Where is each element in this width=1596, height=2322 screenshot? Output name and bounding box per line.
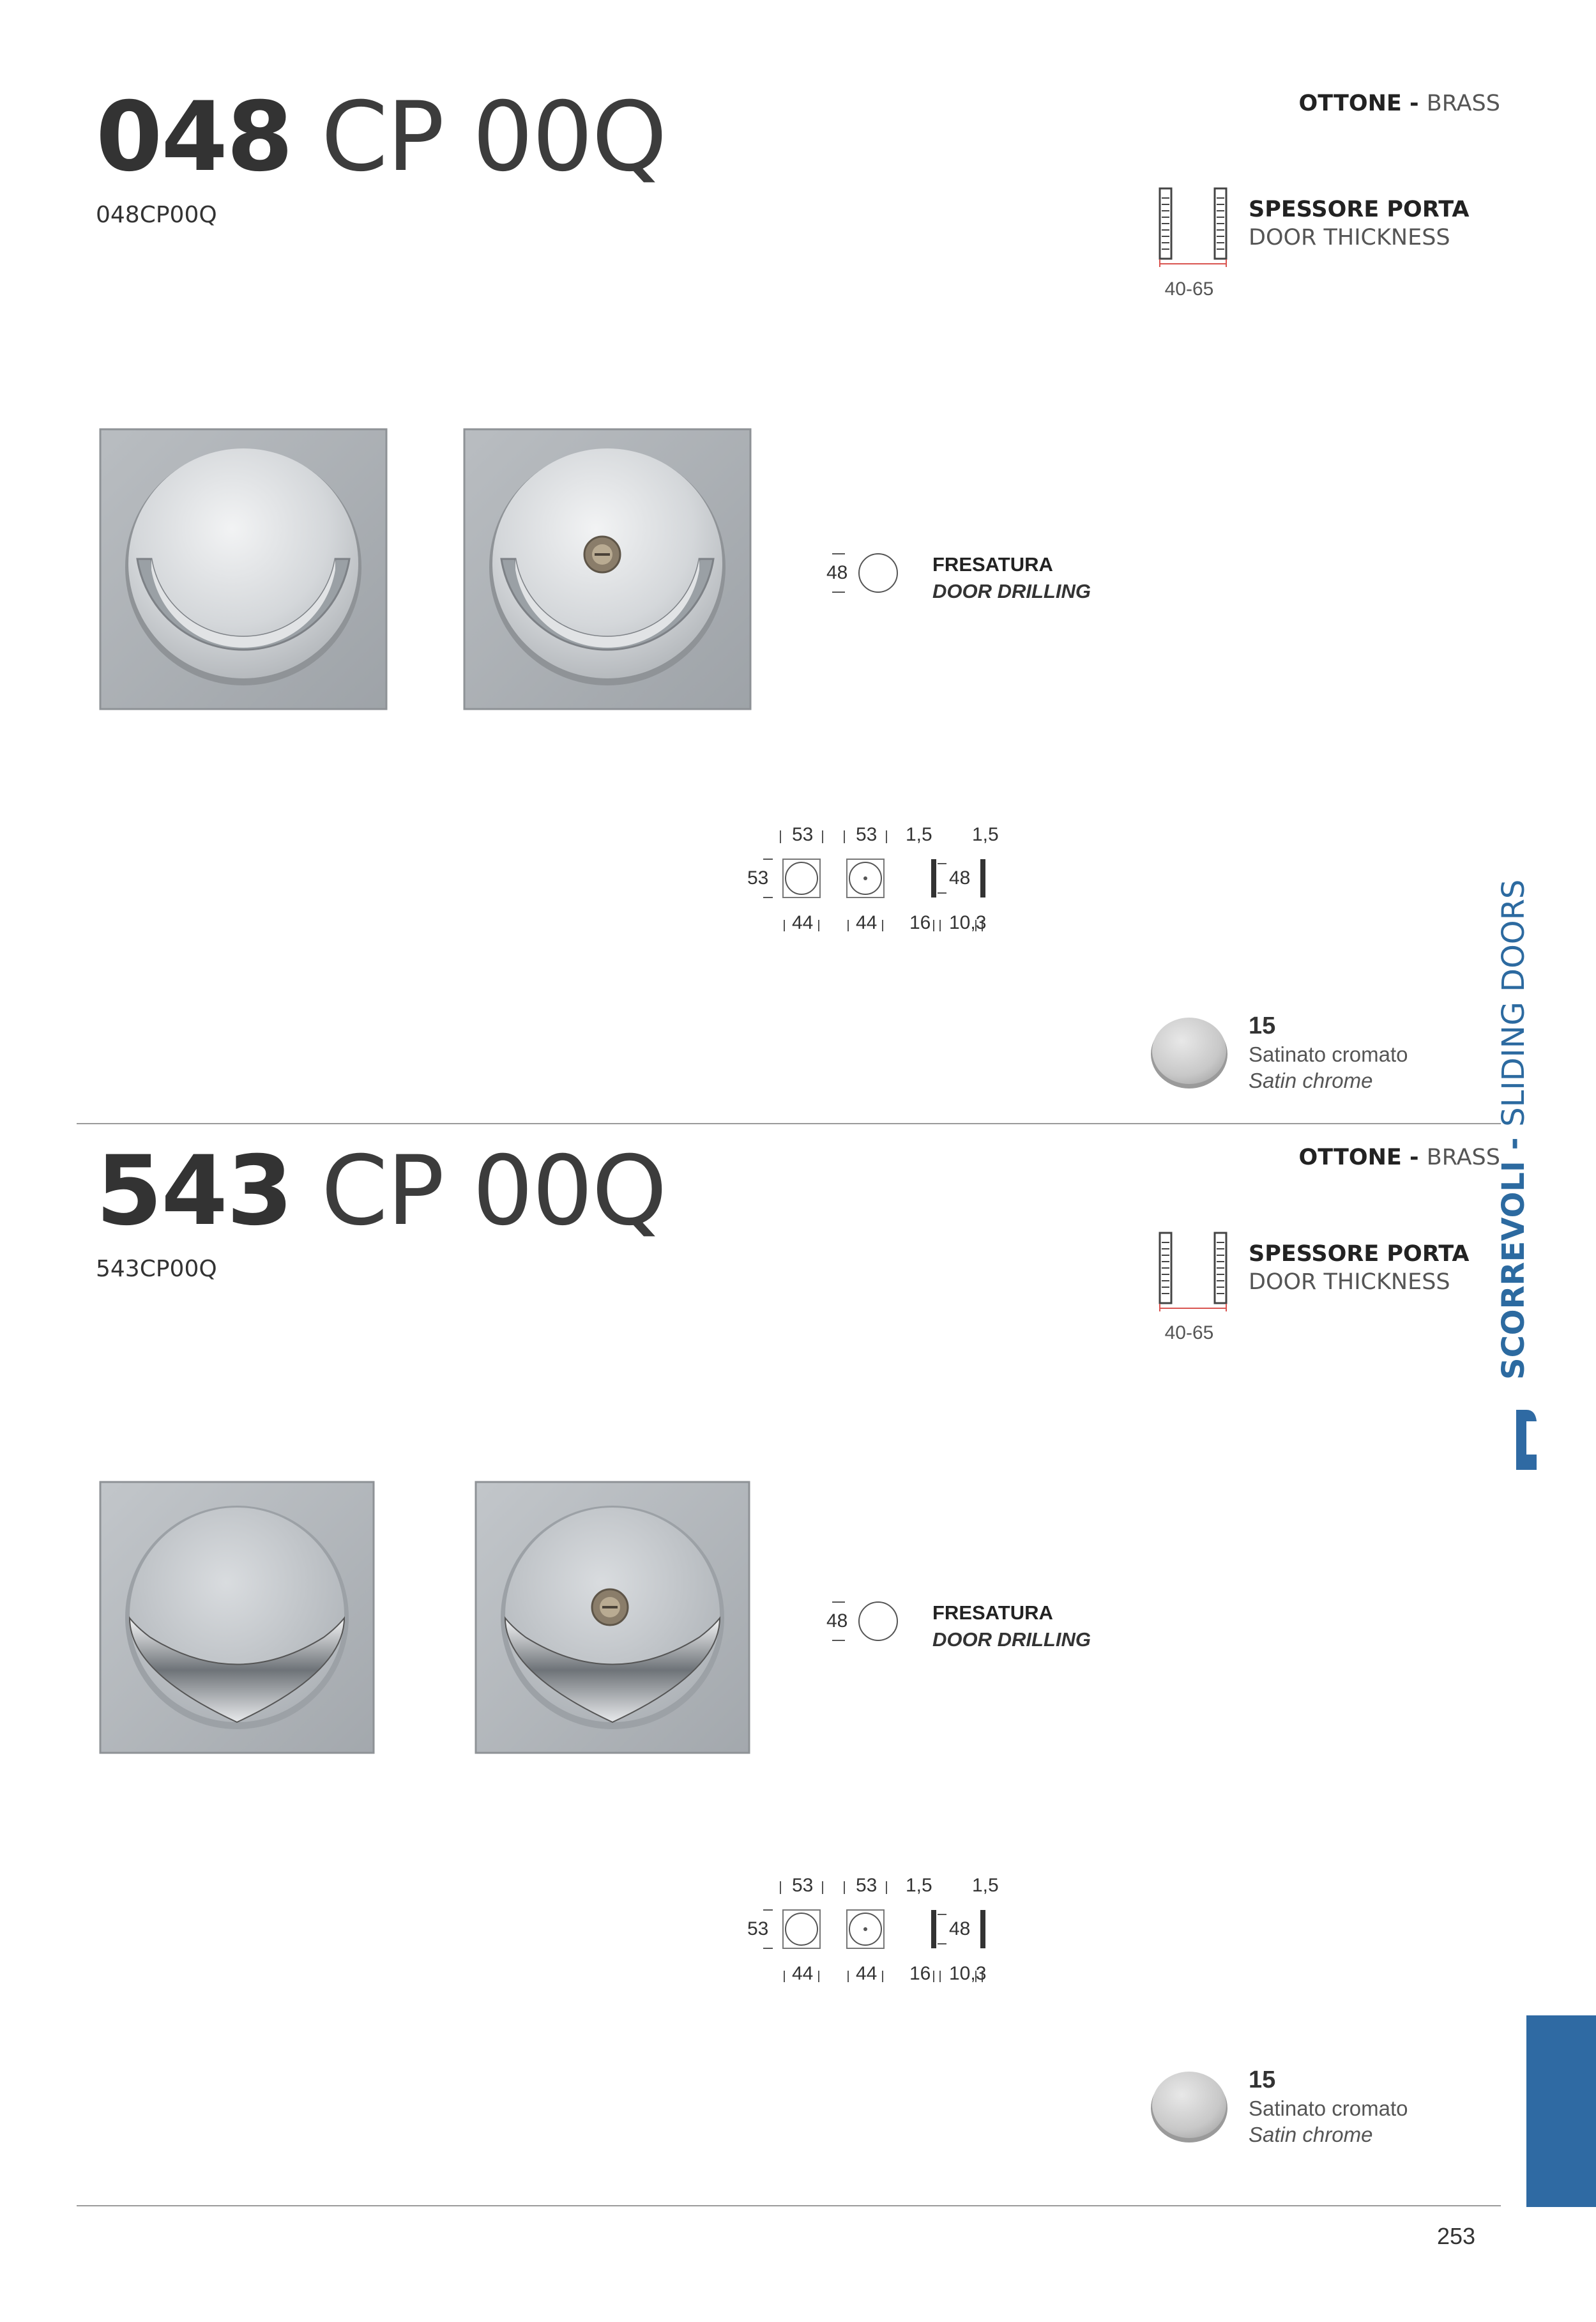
flush-pull-image <box>463 428 754 712</box>
dim-top-c: 1,5 <box>906 1875 932 1896</box>
finish-name-en: Satin chrome <box>1249 2123 1373 2146</box>
dim-depth: 48 <box>949 1918 971 1939</box>
dimension-drawing <box>747 824 1015 939</box>
dim-top-a: 53 <box>792 824 814 845</box>
dim-bottom-a: 44 <box>792 912 814 933</box>
category-it: SCORREVOLI - <box>1496 1126 1531 1380</box>
dim-depth: 48 <box>949 867 971 889</box>
product-code: 048CP00Q <box>96 202 217 228</box>
finish-name-en: Satin chrome <box>1249 1069 1373 1092</box>
dim-bottom-b: 44 <box>856 912 878 933</box>
thickness-label <box>1249 1240 1469 1296</box>
product-title <box>96 1136 666 1247</box>
dim-bottom-c: 16 <box>909 912 931 933</box>
material-en: BRASS <box>1426 91 1500 116</box>
door-thickness-icon <box>1155 185 1231 271</box>
product-code: 543CP00Q <box>96 1256 217 1282</box>
category-en: SLIDING DOORS <box>1496 879 1531 1127</box>
drilling-label <box>932 551 1091 605</box>
material-it: OTTONE - <box>1298 1145 1427 1170</box>
finish-name-it: Satinato cromato <box>1249 2097 1408 2120</box>
flush-pull-image <box>99 428 390 712</box>
flush-pull-image <box>99 1481 377 1755</box>
material-label <box>1299 91 1500 116</box>
material-label <box>1299 1145 1500 1170</box>
drilling-label-en: DOOR DRILLING <box>932 580 1091 602</box>
dim-side: 53 <box>747 867 769 889</box>
dim-bottom-d: 10,3 <box>949 912 987 933</box>
drilling-label <box>932 1600 1091 1653</box>
section-divider <box>77 2205 1501 2206</box>
material-it: OTTONE - <box>1298 91 1427 116</box>
model-suffix: CP 00Q <box>321 1136 666 1247</box>
thickness-label-it: SPESSORE PORTA <box>1249 1241 1470 1267</box>
drilling-value: 48 <box>826 1610 848 1631</box>
section-divider <box>77 1123 1501 1124</box>
dim-bottom-b: 44 <box>856 1963 878 1984</box>
dim-top-b: 53 <box>856 1875 878 1896</box>
drilling-label-en: DOOR DRILLING <box>932 1628 1091 1651</box>
thickness-range: 40-65 <box>1164 279 1214 300</box>
finish-code: 15 <box>1249 2066 1276 2093</box>
flush-pull-image <box>475 1481 752 1755</box>
drilling-value: 48 <box>826 562 848 583</box>
thickness-label-en: DOOR THICKNESS <box>1249 1269 1450 1295</box>
thickness-label-it: SPESSORE PORTA <box>1249 197 1470 222</box>
dim-top-d: 1,5 <box>972 1875 999 1896</box>
finish-swatch-icon <box>1150 2070 1229 2146</box>
model-suffix: CP 00Q <box>321 82 666 193</box>
material-en: BRASS <box>1426 1145 1500 1170</box>
dim-top-d: 1,5 <box>972 824 999 845</box>
drilling-label-it: FRESATURA <box>932 1601 1053 1624</box>
model-number: 048 <box>96 82 293 193</box>
page-number: 253 <box>1437 2223 1476 2249</box>
category-side-label <box>1488 805 1539 1380</box>
dim-top-b: 53 <box>856 824 878 845</box>
dim-side: 53 <box>747 1918 769 1939</box>
door-thickness-icon <box>1155 1230 1231 1316</box>
thickness-label <box>1249 195 1469 252</box>
side-color-bar <box>1526 2015 1596 2207</box>
dim-top-a: 53 <box>792 1875 814 1896</box>
dimension-drawing <box>747 1875 1015 1990</box>
finish-code: 15 <box>1249 1012 1276 1039</box>
dim-bottom-a: 44 <box>792 1963 814 1984</box>
dim-top-c: 1,5 <box>906 824 932 845</box>
model-number: 543 <box>96 1136 293 1247</box>
finish-name-it: Satinato cromato <box>1249 1043 1408 1066</box>
thickness-range: 40-65 <box>1164 1322 1214 1343</box>
drilling-label-it: FRESATURA <box>932 553 1053 576</box>
dim-bottom-c: 16 <box>909 1963 931 1984</box>
product-title <box>96 82 666 193</box>
finish-swatch-icon <box>1150 1016 1229 1092</box>
brand-mark-icon <box>1514 1409 1539 1476</box>
dim-bottom-d: 10,3 <box>949 1963 987 1984</box>
thickness-label-en: DOOR THICKNESS <box>1249 225 1450 250</box>
